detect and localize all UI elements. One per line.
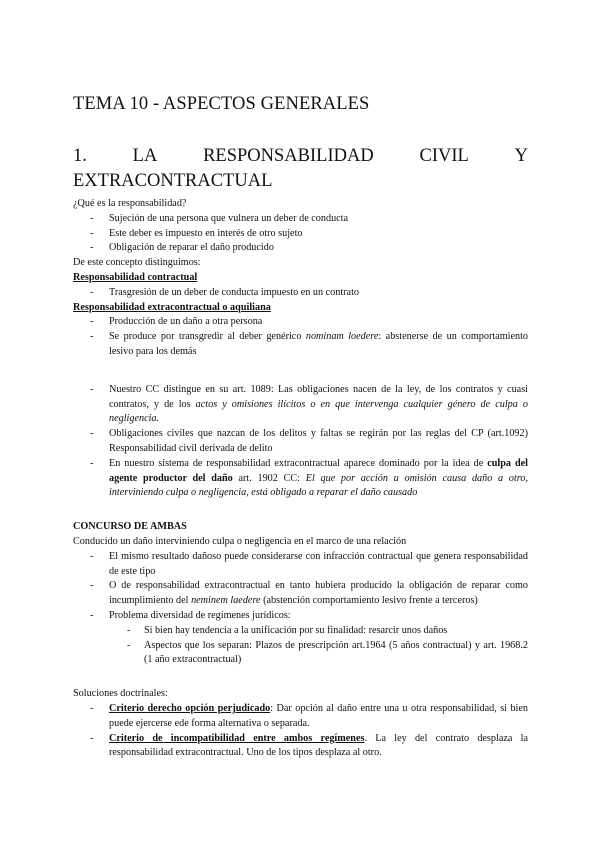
- subheading-extracontractual: Responsabilidad extracontractual o aquiliana: [73, 301, 271, 313]
- heading-word: 1.: [73, 146, 87, 166]
- heading-word: LA: [132, 146, 158, 166]
- list-item: [73, 732, 528, 762]
- text-run: art. 1902 CC:: [232, 472, 306, 484]
- spacer: [73, 501, 528, 520]
- text-run: : abstenerse de un comportamiento lesivo para los demás: [109, 331, 529, 357]
- nested-list: [109, 624, 528, 668]
- subheading-contractual: Responsabilidad contractual: [73, 271, 198, 283]
- spacer: [73, 668, 528, 687]
- concurso-list: [73, 550, 528, 668]
- list-item: - Si bien hay tendencia a la unificación por su finalidad: resarcir unos daños: [109, 624, 528, 639]
- document-content: [73, 92, 528, 761]
- bold-text: culpa del agente productor del daño: [109, 457, 528, 484]
- text-run: Se produce por transgredir al deber genérico: [109, 331, 306, 343]
- soluciones-list: [73, 702, 528, 761]
- document-body: [73, 197, 528, 761]
- heading-word: Y: [514, 146, 528, 166]
- heading-word: CIVIL: [419, 146, 469, 166]
- italic-term: nominam loedere: [305, 331, 379, 343]
- question: ¿Qué es la responsabilidad?: [73, 198, 187, 209]
- page-title: TEMA 10 - ASPECTOS GENERALES: [73, 94, 370, 114]
- section-heading-line1: [73, 144, 528, 169]
- list-item: - Trasgresión de un deber de conducta impuesto en un contrato: [73, 286, 528, 301]
- list-item: [73, 702, 528, 732]
- text-run: En nuestro sistema de responsabilidad extracontractual aparece dominado por la idea de: [109, 457, 488, 469]
- question-list: [73, 212, 528, 256]
- paragraph: Conducido un daño interviniendo culpa o negligencia en el marco de una relación: [73, 535, 407, 547]
- text-run: . La ley del contrato desplaza la responsabilidad extracontractual. Uno de los tipos desplaza al otro.: [109, 732, 529, 759]
- italic-term: neminem laedere: [191, 595, 261, 607]
- text-run: (abstención comportamiento lesivo frente a terceros): [260, 595, 478, 607]
- list-item: - El mismo resultado dañoso puede considerarse con infracción contractual que genera responsabilidad de este tipo: [73, 550, 528, 580]
- text-run: : Dar opción al daño entre una u otra responsabilidad, si bien puede ejercerse ede forma alternativa o separada.: [109, 702, 528, 729]
- bold-criterion: Criterio de incompatibilidad entre ambos regímenes: [109, 732, 365, 744]
- list-item: [73, 330, 528, 360]
- text-run: Problema diversidad de regímenes jurídicos:: [109, 609, 291, 621]
- bold-criterion: Criterio derecho opción perjudicado: [109, 702, 271, 714]
- spacer: [73, 360, 528, 383]
- list-item: [73, 579, 528, 609]
- italic-quote: El que por acción u omisión causa daño a otro, interviniendo culpa o negligencia, está obligado a reparar el daño causado: [109, 472, 528, 499]
- heading-word: RESPONSABILIDAD: [203, 146, 374, 166]
- subheading-concurso: CONCURSO DE AMBAS: [73, 521, 187, 533]
- list-item: [73, 383, 528, 427]
- list-item: - Obligación de reparar el daño producido: [73, 241, 528, 256]
- section-heading-line2: EXTRACONTRACTUAL: [73, 171, 273, 191]
- extracontractual-list: [73, 315, 528, 359]
- section-heading: [73, 144, 528, 194]
- paragraph: Soluciones doctrinales:: [73, 688, 168, 700]
- list-item: [73, 457, 528, 501]
- list-item: - Sujeción de una persona que vulnera un deber de conducta: [73, 212, 528, 227]
- list-item: [73, 609, 528, 668]
- text-run: O de responsabilidad extracontractual en tanto hubiera producido la obligación de reparar como incumplimiento del: [109, 580, 528, 607]
- paragraph: De este concepto distinguimos:: [73, 257, 201, 269]
- text-run: Nuestro CC distingue en su art. 1089: Las obligaciones nacen de la ley, de los contratos y cuasi contratos, y de los: [109, 383, 528, 410]
- italic-text: actos y omisiones ilícitos o en que intervenga cualquier género de culpa o negligencia.: [109, 398, 528, 425]
- list-item: - Este deber es impuesto en interés de otro sujeto: [73, 227, 528, 242]
- cc-list: [73, 383, 528, 501]
- list-item: - Aspectos que los separan: Plazos de prescripción art.1964 (5 años contractual) y art. 1968.2 (1 año extracontractual): [109, 639, 528, 669]
- list-item: - Obligaciones civiles que nazcan de los delitos y faltas se regirán por las reglas del CP (art.1092) Responsabilidad civil derivada de delito: [73, 427, 528, 457]
- contractual-list: [73, 286, 528, 301]
- list-item: - Producción de un daño a otra persona: [73, 315, 528, 330]
